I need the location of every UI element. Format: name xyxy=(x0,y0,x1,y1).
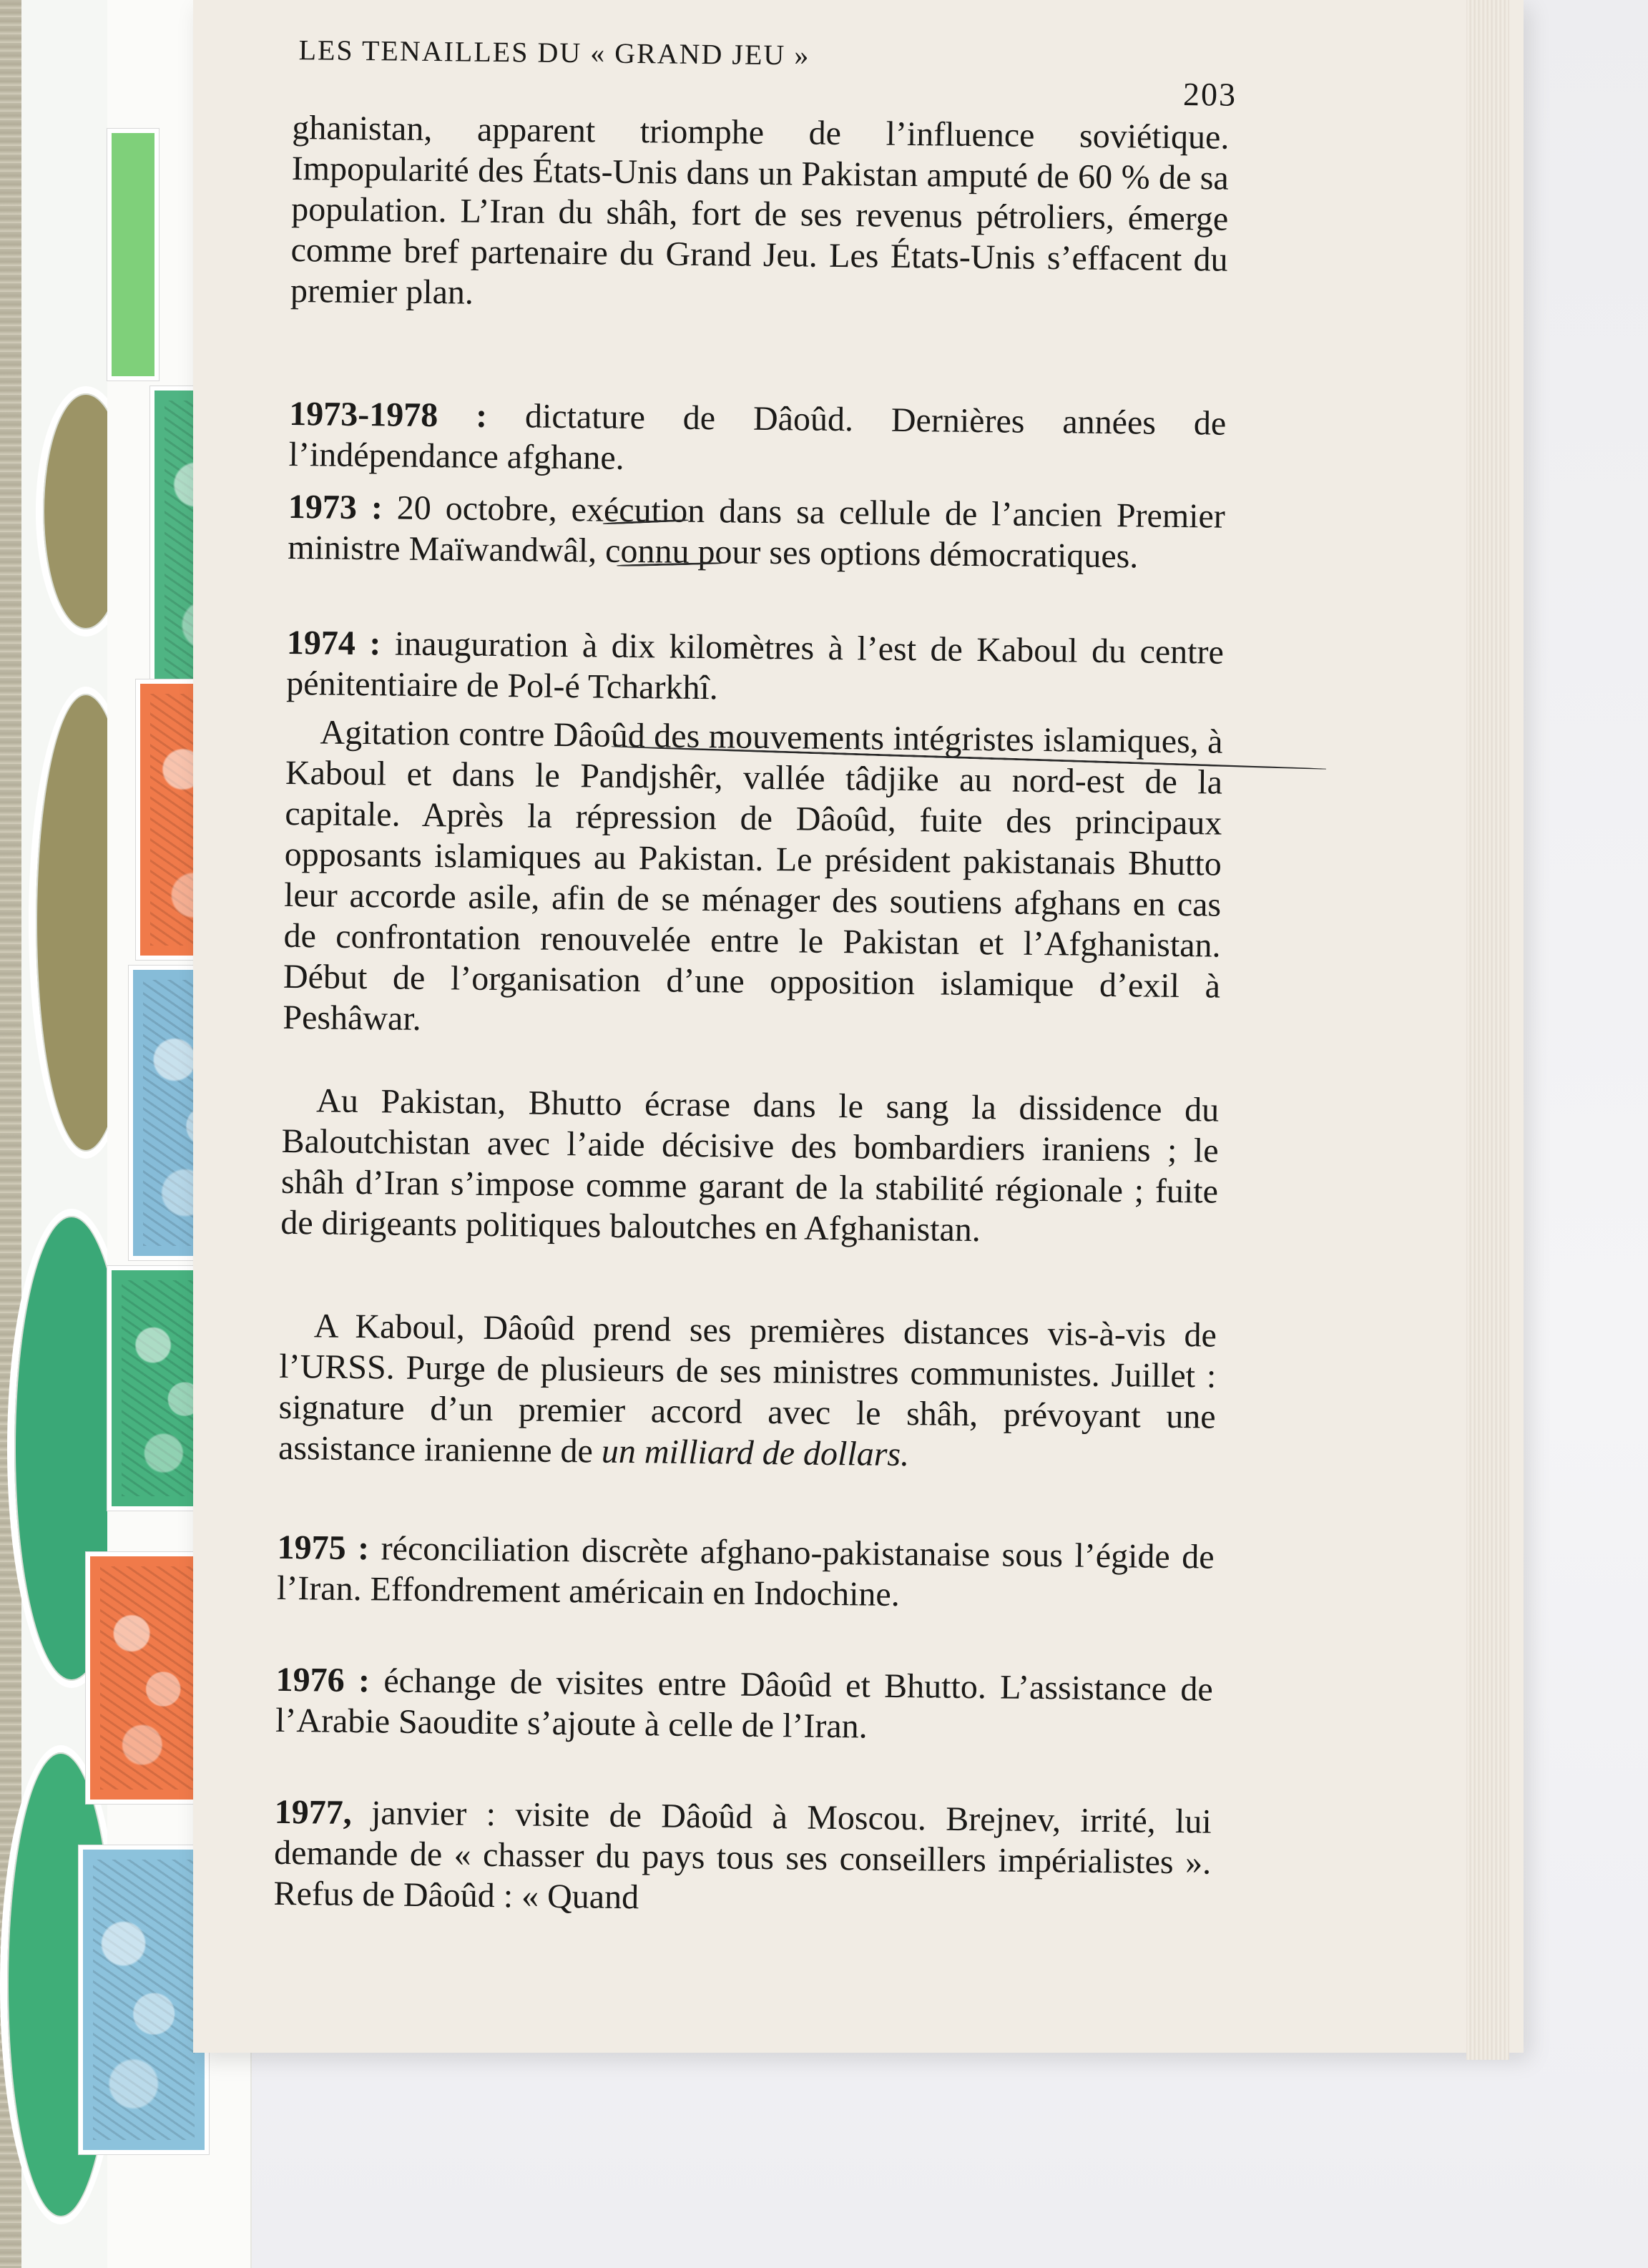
year-label: 1977, xyxy=(274,1792,353,1832)
paragraph xyxy=(288,393,1226,485)
year-label: 1976 : xyxy=(275,1660,371,1700)
paragraph xyxy=(290,107,1230,321)
running-head xyxy=(293,21,1237,113)
paragraph-text: Agitation contre Dâoûd des mouvements intégristes islamiques, à Kaboul et dans le Pandjshêr, vallée tâdjike au nord-est de la capitale. Après la répression de Dâoûd, fuite des principaux opposants islamiques au Pakistan. Le président pakistanais Bhutto leur accorde asile, afin de se ménager des soutiens afghans en cas de confrontation renouvelée entre le Pakistan et l’Afghanistan. Début de l’organisation d’une opposition islamique d’exil à Peshâwar. xyxy=(283,713,1223,1038)
paragraph xyxy=(288,486,1225,578)
paragraph xyxy=(278,1305,1217,1478)
paragraph-text: A Kaboul, Dâoûd prend ses premières distances vis-à-vis de l’URSS. Purge de plusieurs de ses ministres communistes. Juillet : signature d’un premier accord avec le shâh, prévoyant une assistance iranienne de xyxy=(278,1307,1217,1471)
paragraph-text: échange de visites entre Dâoûd et Bhutto. L’assistance de l’Arabie Saoudite s’ajoute à celle de l’Iran. xyxy=(275,1661,1213,1746)
paragraph-text: ghanistan, apparent triomphe de l’influence soviétique. Impopularité des États-Unis dans un Pakistan amputé de 60 % de sa population. L’Iran du shâh, fort de ses revenus pétroliers, émerge comme bref partenaire du Grand Jeu. Les États-Unis s’effacent du premier plan. xyxy=(290,108,1230,312)
green-stamp xyxy=(107,129,159,381)
paragraph-text: janvier : visite de Dâoûd à Moscou. Brejnev, irrité, lui demande de « chasser du pays tous ses conseillers impérialistes ». Refus de Dâoûd : « Quand xyxy=(273,1793,1212,1917)
year-label: 1974 : xyxy=(286,623,381,663)
year-label: 1973 : xyxy=(288,487,383,527)
page-number: 203 xyxy=(1182,76,1237,113)
paragraph xyxy=(280,1080,1219,1253)
year-label: 1975 : xyxy=(277,1528,370,1568)
paragraph-text: réconciliation discrète afghano-pakistanaise sous l’égide de l’Iran. Effondrement américain en Indochine. xyxy=(276,1529,1215,1614)
paragraph xyxy=(277,1527,1215,1619)
paragraph-text: inauguration à dix kilomètres à l’est de Kaboul du centre pénitentiaire de Pol-é Tcharkhî. xyxy=(286,624,1225,707)
italic-phrase: un milliard de dollars. xyxy=(601,1432,910,1474)
blue-stamp xyxy=(79,1845,209,2154)
paragraph xyxy=(286,622,1224,714)
paragraph-text: Au Pakistan, Bhutto écrase dans le sang la dissidence du Baloutchistan avec l’aide décisive des bombardiers iraniens ; le shâh d’Iran s’impose comme garant de la stabilité régionale ; fuite de dirigeants politiques baloutches en Afghanistan. xyxy=(280,1081,1220,1250)
paragraph-text: 20 octobre, exécution dans sa cellule de l’ancien Premier ministre Maïwandwâl, connu pour ses options démocratiques. xyxy=(288,489,1226,576)
running-title: LES TENAILLES DU « GRAND JEU » xyxy=(298,34,810,72)
paragraph xyxy=(275,1659,1213,1751)
page-edges xyxy=(1466,0,1509,2060)
paragraph xyxy=(273,1792,1212,1924)
paragraph-text: dictature de Dâoûd. Dernières années de l’indépendance afghane. xyxy=(288,396,1227,477)
year-label: 1973-1978 : xyxy=(288,394,488,435)
